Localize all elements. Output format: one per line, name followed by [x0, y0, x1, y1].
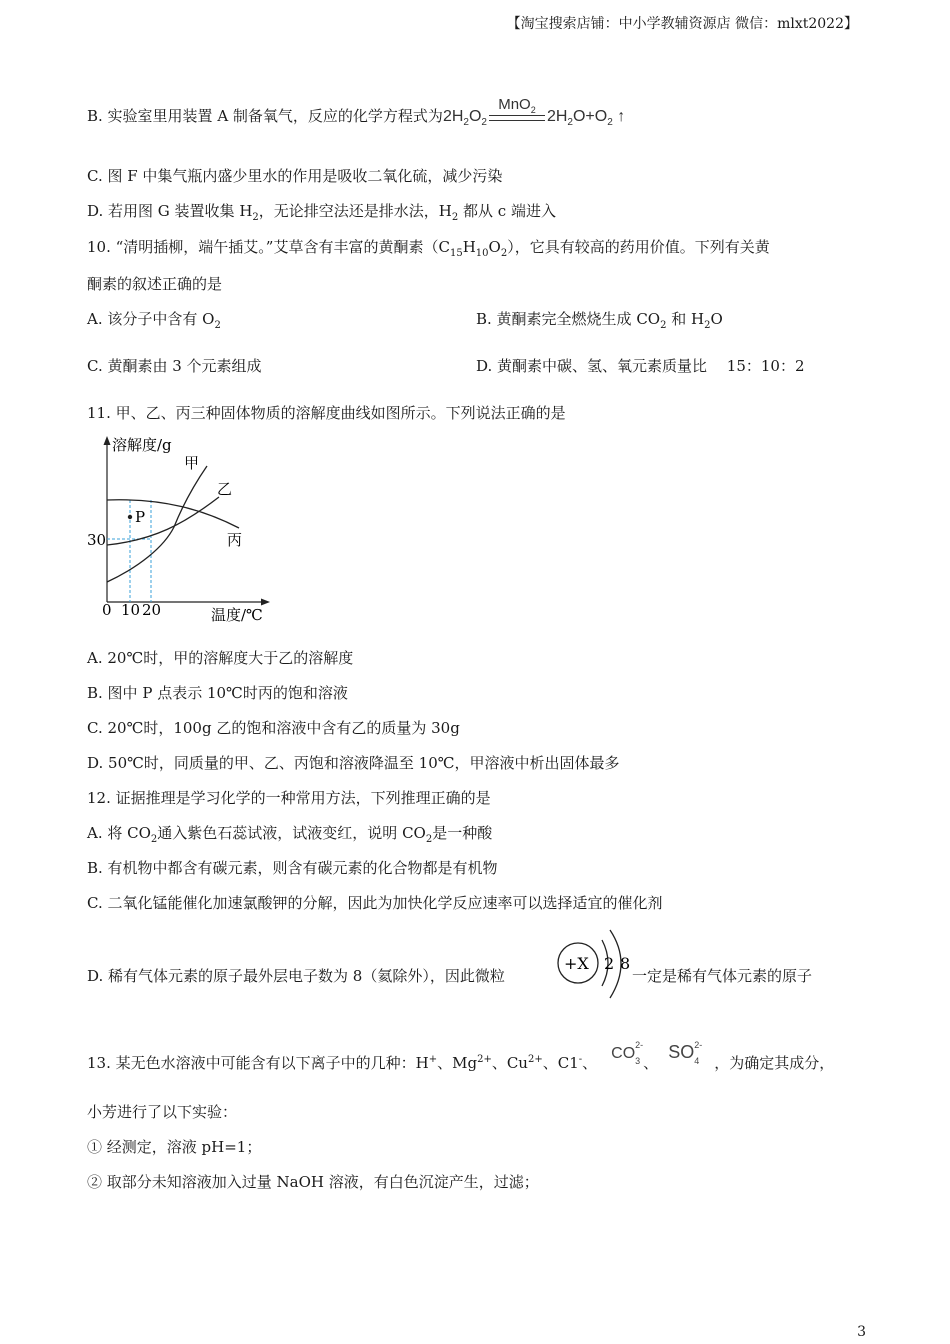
q11-option-c: C. 20℃时，100g 乙的饱和溶液中含有乙的质量为 30g — [87, 719, 460, 737]
x-tick-0: 0 — [102, 601, 112, 619]
series-bing-label: 丙 — [227, 531, 243, 549]
q10-option-c: C. 黄酮素由 3 个元素组成 — [87, 357, 262, 375]
y-axis-arrow — [104, 436, 111, 445]
q12-option-c: C. 二氧化锰能催化加速氯酸钾的分解，因此为加快化学反应速率可以选择适宜的催化剂 — [87, 894, 663, 912]
series-bing-line — [107, 500, 239, 528]
atom-structure-diagram — [552, 926, 632, 1002]
shell-1-electrons: 2 — [604, 954, 615, 973]
q9-b-equation: $2H_2O_2$ MnO$_2$ $2H_2O+O_2$ ↑ — [442, 96, 626, 129]
q12-option-d-text2: 一定是稀有气体元素的原子 — [632, 967, 813, 985]
q13-stem: 13. 某无色水溶液中可能含有以下离子中的几种：H+、$Mg^{2+}$、$Cu^{2+}$、C1-、$CO^{2-}$ $_3$ 、$SO^{2-}$ $_4$ ，为确定其成分， — [87, 1039, 835, 1072]
q10-option-a: A. 该分子中含有 $O_2$ — [87, 310, 221, 331]
point-p-label: P — [135, 508, 146, 526]
series-yi-line — [107, 497, 219, 545]
solubility-chart — [84, 432, 284, 632]
y-tick-30: 30 — [87, 531, 107, 549]
q10-stem: 10. “清明插柳，端午插艾。”艾草含有丰富的黄酮素$(C_{15}H_{10}O_2)$，它具有较高的药用价值。下列有关黄 — [87, 238, 770, 259]
q11-option-d: D. 50℃时，同质量的甲、乙、丙饱和溶液降温至 10℃，甲溶液中析出固体最多 — [87, 754, 620, 772]
q12-option-a: A. 将 $CO_2$通入紫色石蕊试液，试液变红，说明 $CO_2$是一种酸 — [87, 824, 493, 845]
q10-option-b: B. 黄酮素完全燃烧生成 $CO_2$ 和 $H_2O$ — [476, 310, 723, 331]
q12-stem: 12. 证据推理是学习化学的一种常用方法，下列推理正确的是 — [87, 789, 491, 807]
series-jia-line — [107, 466, 207, 582]
q11-stem: 11. 甲、乙、丙三种固体物质的溶解度曲线如图所示。下列说法正确的是 — [87, 404, 566, 422]
q12-option-d-text1: D. 稀有气体元素的原子最外层电子数为 8（氦除外），因此微粒 — [87, 967, 505, 985]
x-axis-arrow — [261, 599, 270, 606]
q13-stem-cont: 小芳进行了以下实验： — [87, 1103, 238, 1121]
page-number: 3 — [857, 1324, 866, 1340]
q9-b-text: B. 实验室里用装置 A 制备氧气，反应的化学方程式为 — [87, 107, 443, 125]
series-yi-label: 乙 — [217, 480, 233, 498]
x-tick-20: 20 — [142, 601, 162, 619]
ion-sulfate: $SO^{2-}$ $_4$ — [668, 1039, 703, 1066]
shell-2-electrons: 8 — [620, 954, 631, 973]
q9-option-d: D. 若用图 G 装置收集 $H_2$，无论排空法还是排水法，$H_2$ 都从 c 端进入 — [87, 202, 556, 223]
q9-option-b — [87, 96, 626, 133]
q13-step-2: ② 取部分未知溶液加入过量 NaOH 溶液，有白色沉淀产生，过滤； — [87, 1173, 539, 1191]
nucleus-label: +X — [564, 954, 589, 973]
series-jia-label: 甲 — [184, 454, 200, 472]
q13-step-1: ① 经测定，溶液 pH=1； — [87, 1138, 262, 1156]
point-p-marker — [128, 515, 132, 519]
ion-carbonate: $CO^{2-}$ $_3$ — [611, 1040, 644, 1067]
q10-option-d: D. 黄酮素中碳、氢、氧元素质量比 15：10：2 — [476, 357, 805, 375]
q11-option-a: A. 20℃时，甲的溶解度大于乙的溶解度 — [87, 649, 354, 667]
q10-stem-cont: 酮素的叙述正确的是 — [87, 275, 223, 293]
y-axis-label: 溶解度/g — [112, 436, 172, 454]
q12-option-b: B. 有机物中都含有碳元素，则含有碳元素的化合物都是有机物 — [87, 859, 498, 877]
q9-option-c: C. 图 F 中集气瓶内盛少里水的作用是吸收二氧化硫，减少污染 — [87, 167, 503, 185]
q11-option-b: B. 图中 P 点表示 10℃时丙的饱和溶液 — [87, 684, 348, 702]
page-header: 【淘宝搜索店铺：中小学教辅资源店 微信：mlxt2022】 — [506, 16, 858, 32]
x-axis-label: 温度/℃ — [211, 606, 263, 624]
reaction-condition: MnO$_2$ — [489, 119, 545, 121]
x-tick-10: 10 — [121, 601, 141, 619]
